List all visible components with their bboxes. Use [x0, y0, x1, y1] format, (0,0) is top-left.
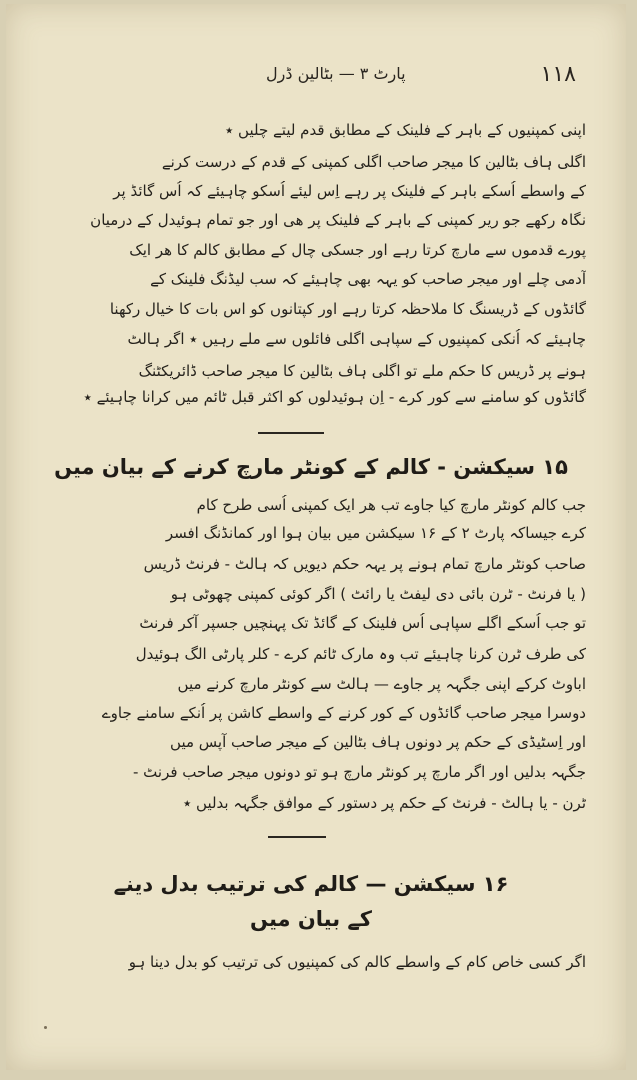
section-15-heading: ۱۵ سیکشن - کالم کے کونٹر مارچ کرنے کے بیان میں — [54, 455, 568, 479]
section-divider — [268, 836, 326, 838]
text-line: کے واسطے اُسکے باہر کے فلینک پر رہے اِس لیئے اُسکو چاہیئے کہ اُس گائڈ پر — [113, 182, 586, 200]
text-line: جب کالم کونٹر مارچ کیا جاوے تب ھر ایک کمپنی اُسی طرح کام — [196, 496, 586, 514]
text-line: گائڈوں کے ڈریسنگ کا ملاحظہ کرتا رہے اور کپتانوں کو اس بات کا خیال رکھنا — [109, 300, 586, 318]
section-16-heading-continued: کے بیان میں — [250, 907, 372, 931]
text-line: اور اِسٹیڈی کے حکم پر دونوں ہاف بٹالین کے میجر صاحب آپس میں — [170, 733, 586, 751]
text-line: ہونے پر ڈریس کا حکم ملے تو اگلی ہاف بٹالین کا میجر صاحب ڈائریکٹنگ — [138, 362, 586, 380]
text-line: کرے جیساکہ پارٹ ۲ کے ۱۶ سیکشن میں بیان ہوا اور کمانڈنگ افسر — [165, 524, 586, 542]
text-line: ( یا فرنٹ - ٹرن بائی دی لیفٹ یا رائٹ ) اگر کوئی کمپنی چھوٹی ہو — [170, 585, 586, 603]
text-line: گائڈوں کو سامنے سے کور کرے - اِن ہوئیدلوں کو اکثر قبل ٹائم میں کرانا چاہیئے ٭ — [83, 388, 586, 406]
book-page — [6, 4, 626, 1070]
text-line: تو جب اُسکے اگلے سپاہی اُس فلینک کے گائڈ تک پہنچیں جسپر آکر فرنٹ — [139, 614, 586, 632]
text-line: نگاہ رکھے جو ریر کمپنی کے باہر کے فلینک پر ھی اور جو تمام ہوئیدل کے درمیان — [90, 211, 586, 229]
text-line: اگر کسی خاص کام کے واسطے کالم کی کمپنیوں کی ترتیب کو بدل دینا ہو — [128, 953, 586, 971]
text-line: اگلی ہاف بٹالین کا میجر صاحب اگلی کمپنی کے قدم کے درست کرنے — [161, 153, 586, 171]
text-line: اپنی کمپنیوں کے باہر کے فلینک کے مطابق قدم لیتے چلیں ٭ — [225, 121, 586, 139]
page-header — [46, 62, 576, 92]
page-number: ۱۱۸ — [540, 62, 576, 87]
section-divider — [258, 432, 324, 434]
section-16-heading: ۱۶ سیکشن — کالم کی ترتیب بدل دینے — [113, 872, 509, 896]
text-line: پورے قدموں سے مارچ کرتا رہے اور جسکی چال کے مطابق کالم کا ھر ایک — [129, 241, 586, 259]
text-line: دوسرا میجر صاحب گائڈوں کے کور کرنے کے واسطے کاشن پر اُنکے سامنے جاوے — [101, 704, 586, 722]
paper-speck — [44, 1026, 47, 1029]
running-title: پارٹ ۳ — بٹالین ڈرل — [266, 64, 406, 83]
text-line: آدمی چلے اور میجر صاحب کو یہہ بھی چاہیئے کہ سب لیڈنگ فلینک کے — [150, 270, 586, 288]
text-line: جگہہ بدلیں اور اگر مارچ پر کونٹر مارچ ہو تو دونوں میجر صاحب فرنٹ - — [133, 763, 586, 781]
text-line: اباوٹ کرکے اپنی جگہہ پر جاوے — ہالٹ سے کونٹر مارچ کرنے میں — [177, 675, 586, 693]
text-line: صاحب کونٹر مارچ تمام ہونے پر یہہ حکم دیویں کہ ہالٹ - فرنٹ ڈریس — [143, 555, 586, 573]
text-line: کی طرف ٹرن کرنا چاہیئے تب وہ مارک ٹائم کرے - کلر پارٹی الگ ہوئیدل — [135, 645, 586, 663]
text-line: ٹرن - یا ہالٹ - فرنٹ کے حکم پر دستور کے موافق جگہہ بدلیں ٭ — [183, 794, 586, 812]
text-line: چاہیئے کہ اُنکی کمپنیوں کے سپاہی اگلی فائلوں سے ملے رہیں ٭ اگر ہالٹ — [127, 330, 586, 348]
